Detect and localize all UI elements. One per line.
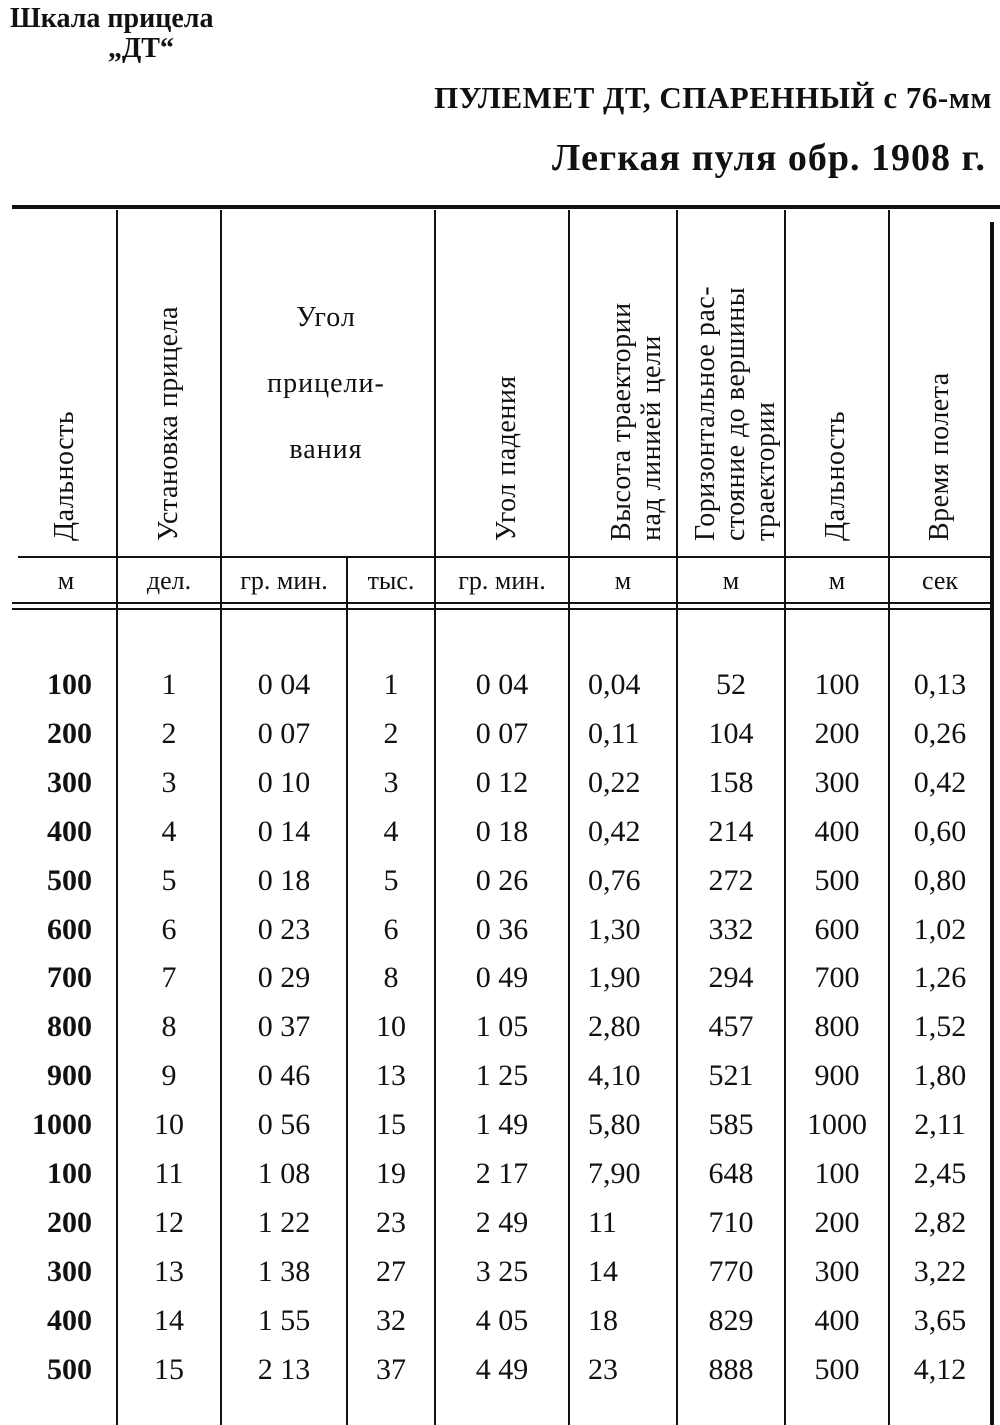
cell-time: 0,60 [913,815,967,848]
unit-bottom-rule-1 [12,602,992,604]
cell-height: 1,90 [588,961,641,994]
unit-sight: дел. [146,566,192,595]
cell-horizontal: 770 [708,1255,754,1288]
cell-time: 1,26 [913,961,967,994]
cell-aim-mils: 15 [376,1108,406,1141]
cell-aim-angle: 0 29 [257,961,311,994]
cell-time: 2,45 [913,1157,967,1190]
cell-range2: 100 [814,1157,860,1190]
cell-aim-angle: 0 37 [257,1010,311,1043]
cell-impact-angle: 4 49 [475,1353,529,1386]
cell-horizontal: 272 [708,864,754,897]
cell-range: 900 [47,1059,92,1092]
header-sight-setting [118,212,220,557]
cell-horizontal: 332 [708,913,754,946]
cell-horizontal: 648 [708,1157,754,1190]
cell-time: 1,52 [913,1010,967,1043]
cell-impact-angle: 3 25 [475,1255,529,1288]
cell-range: 300 [47,766,92,799]
cell-height: 1,30 [588,913,641,946]
cell-time: 0,80 [913,864,967,897]
header-impact-angle-text: Угол падения [491,375,522,541]
cell-sight: 4 [161,815,177,848]
unit-aim-mils: тыс. [367,566,415,595]
cell-sight: 8 [161,1010,177,1043]
cell-aim-mils: 23 [376,1206,406,1239]
page-subtitle: Легкая пуля обр. 1908 г. [552,137,986,179]
unit-time: сек [921,566,959,595]
cell-time: 2,82 [913,1206,967,1239]
cell-time: 4,12 [913,1353,967,1386]
unit-horizontal: м [722,566,740,595]
header-aim-angle [220,285,432,483]
cell-aim-mils: 8 [383,961,399,994]
cell-impact-angle: 1 25 [475,1059,529,1092]
unit-range2: м [828,566,846,595]
cell-aim-mils: 13 [376,1059,406,1092]
header-height-text [607,302,667,541]
cell-height: 4,10 [588,1059,641,1092]
cell-aim-angle: 0 10 [257,766,311,799]
header-aim-angle-line3: вания [289,434,363,465]
cell-aim-mils: 1 [383,668,399,701]
cell-horizontal: 710 [708,1206,754,1239]
cell-impact-angle: 2 17 [475,1157,529,1190]
header-range2 [786,212,888,557]
cell-horizontal: 521 [708,1059,754,1092]
cell-impact-angle: 1 05 [475,1010,529,1043]
cell-sight: 10 [154,1108,184,1141]
cell-aim-angle: 2 13 [257,1353,311,1386]
cell-aim-mils: 4 [383,815,399,848]
cell-time: 2,11 [914,1108,966,1141]
header-height [570,212,676,557]
cell-time: 1,80 [913,1059,967,1092]
cell-sight: 7 [161,961,177,994]
cell-range: 600 [47,913,92,946]
cell-aim-angle: 1 22 [257,1206,311,1239]
cell-sight: 2 [161,717,177,750]
sight-scale-line1: Шкала прицела [10,3,214,34]
cell-impact-angle: 4 05 [475,1304,529,1337]
table-right-border [990,222,994,1425]
cell-horizontal: 104 [708,717,754,750]
cell-height: 23 [588,1353,618,1386]
header-aim-angle-line1: Угол [296,302,356,333]
header-horizontal-line2: стояние до вершины [720,286,751,541]
cell-range2: 900 [814,1059,860,1092]
unit-range: м [57,566,75,595]
header-impact-angle [436,212,568,557]
cell-height: 0,04 [588,668,641,701]
cell-impact-angle: 1 49 [475,1108,529,1141]
cell-aim-angle: 0 04 [257,668,311,701]
cell-aim-angle: 1 08 [257,1157,311,1190]
cell-time: 0,26 [913,717,967,750]
cell-sight: 12 [154,1206,184,1239]
cell-aim-mils: 2 [383,717,399,750]
aim-angle-rule [220,556,434,558]
cell-height: 0,42 [588,815,641,848]
cell-range2: 400 [814,815,860,848]
cell-range2: 400 [814,1304,860,1337]
cell-aim-mils: 37 [376,1353,406,1386]
cell-aim-angle: 1 55 [257,1304,311,1337]
cell-aim-angle: 0 14 [257,815,311,848]
cell-impact-angle: 2 49 [475,1206,529,1239]
header-range2-text: Дальность [820,410,851,541]
cell-horizontal: 294 [708,961,754,994]
cell-sight: 3 [161,766,177,799]
cell-aim-angle: 0 56 [257,1108,311,1141]
cell-range2: 300 [814,766,860,799]
table-top-rule [12,205,1000,209]
cell-impact-angle: 0 49 [475,961,529,994]
cell-range: 500 [47,1353,92,1386]
unit-bottom-rule-2 [12,608,992,610]
header-aim-angle-line2: прицели- [267,368,385,399]
cell-sight: 1 [161,668,177,701]
cell-sight: 11 [154,1157,184,1190]
unit-impact: гр. мин. [458,566,546,595]
cell-range: 300 [47,1255,92,1288]
header-horizontal-line1: Горизонтальное рас- [690,285,721,541]
cell-range: 100 [47,1157,92,1190]
cell-sight: 14 [154,1304,184,1337]
cell-aim-angle: 1 38 [257,1255,311,1288]
sight-scale-line2: „ДТ“ [108,33,174,64]
cell-aim-mils: 6 [383,913,399,946]
header-height-line1: Высота траектории [606,302,637,541]
cell-range: 500 [47,864,92,897]
cell-height: 0,11 [588,717,640,750]
cell-range2: 500 [814,1353,860,1386]
cell-range2: 800 [814,1010,860,1043]
cell-sight: 5 [161,864,177,897]
cell-horizontal: 829 [708,1304,754,1337]
unit-aim-deg: гр. мин. [240,566,328,595]
cell-aim-mils: 19 [376,1157,406,1190]
cell-aim-angle: 0 07 [257,717,311,750]
cell-range2: 600 [814,913,860,946]
header-horizontal [678,212,784,557]
header-range-text: Дальность [49,410,80,541]
cell-impact-angle: 0 12 [475,766,529,799]
cell-sight: 13 [154,1255,184,1288]
cell-range: 200 [47,1206,92,1239]
cell-range: 1000 [32,1108,92,1141]
header-flight-time-text: Время полета [924,372,955,541]
cell-sight: 6 [161,913,177,946]
cell-impact-angle: 0 18 [475,815,529,848]
cell-range2: 200 [814,717,860,750]
cell-horizontal: 457 [708,1010,754,1043]
cell-aim-mils: 3 [383,766,399,799]
page-title: ПУЛЕМЕТ ДТ, СПАРЕННЫЙ с 76-мм [434,80,992,115]
cell-time: 3,22 [913,1255,967,1288]
cell-range2: 1000 [807,1108,867,1141]
cell-range2: 700 [814,961,860,994]
cell-height: 2,80 [588,1010,641,1043]
cell-range2: 500 [814,864,860,897]
sight-scale-label [10,4,214,64]
cell-range: 200 [47,717,92,750]
cell-aim-mils: 32 [376,1304,406,1337]
cell-impact-angle: 0 36 [475,913,529,946]
header-horizontal-line3: траектории [750,401,781,541]
cell-horizontal: 158 [708,766,754,799]
cell-height: 5,80 [588,1108,641,1141]
cell-range2: 200 [814,1206,860,1239]
cell-horizontal: 52 [716,668,746,701]
cell-height: 0,76 [588,864,641,897]
cell-time: 3,65 [913,1304,967,1337]
cell-horizontal: 585 [708,1108,754,1141]
cell-impact-angle: 0 07 [475,717,529,750]
unit-height: м [614,566,632,595]
cell-aim-angle: 0 18 [257,864,311,897]
cell-range: 400 [47,1304,92,1337]
cell-sight: 15 [154,1353,184,1386]
cell-range: 100 [47,668,92,701]
cell-range: 700 [47,961,92,994]
header-flight-time [890,212,990,557]
cell-impact-angle: 0 26 [475,864,529,897]
header-horizontal-text [691,286,781,541]
cell-height: 0,22 [588,766,641,799]
cell-aim-mils: 27 [376,1255,406,1288]
cell-range: 400 [47,815,92,848]
cell-aim-mils: 5 [383,864,399,897]
cell-range: 800 [47,1010,92,1043]
cell-aim-angle: 0 46 [257,1059,311,1092]
cell-time: 1,02 [913,913,967,946]
cell-horizontal: 888 [708,1353,754,1386]
cell-time: 0,42 [913,766,967,799]
cell-impact-angle: 0 04 [475,668,529,701]
cell-aim-mils: 10 [376,1010,406,1043]
header-range [18,212,114,557]
cell-height: 11 [588,1206,617,1239]
cell-time: 0,13 [913,668,967,701]
cell-horizontal: 214 [708,815,754,848]
cell-height: 7,90 [588,1157,641,1190]
cell-height: 14 [588,1255,618,1288]
cell-height: 18 [588,1304,618,1337]
header-height-line2: над линией цели [636,335,667,541]
cell-range2: 300 [814,1255,860,1288]
cell-aim-angle: 0 23 [257,913,311,946]
header-sight-setting-text: Установка прицела [153,306,184,541]
cell-sight: 9 [161,1059,177,1092]
cell-range2: 100 [814,668,860,701]
